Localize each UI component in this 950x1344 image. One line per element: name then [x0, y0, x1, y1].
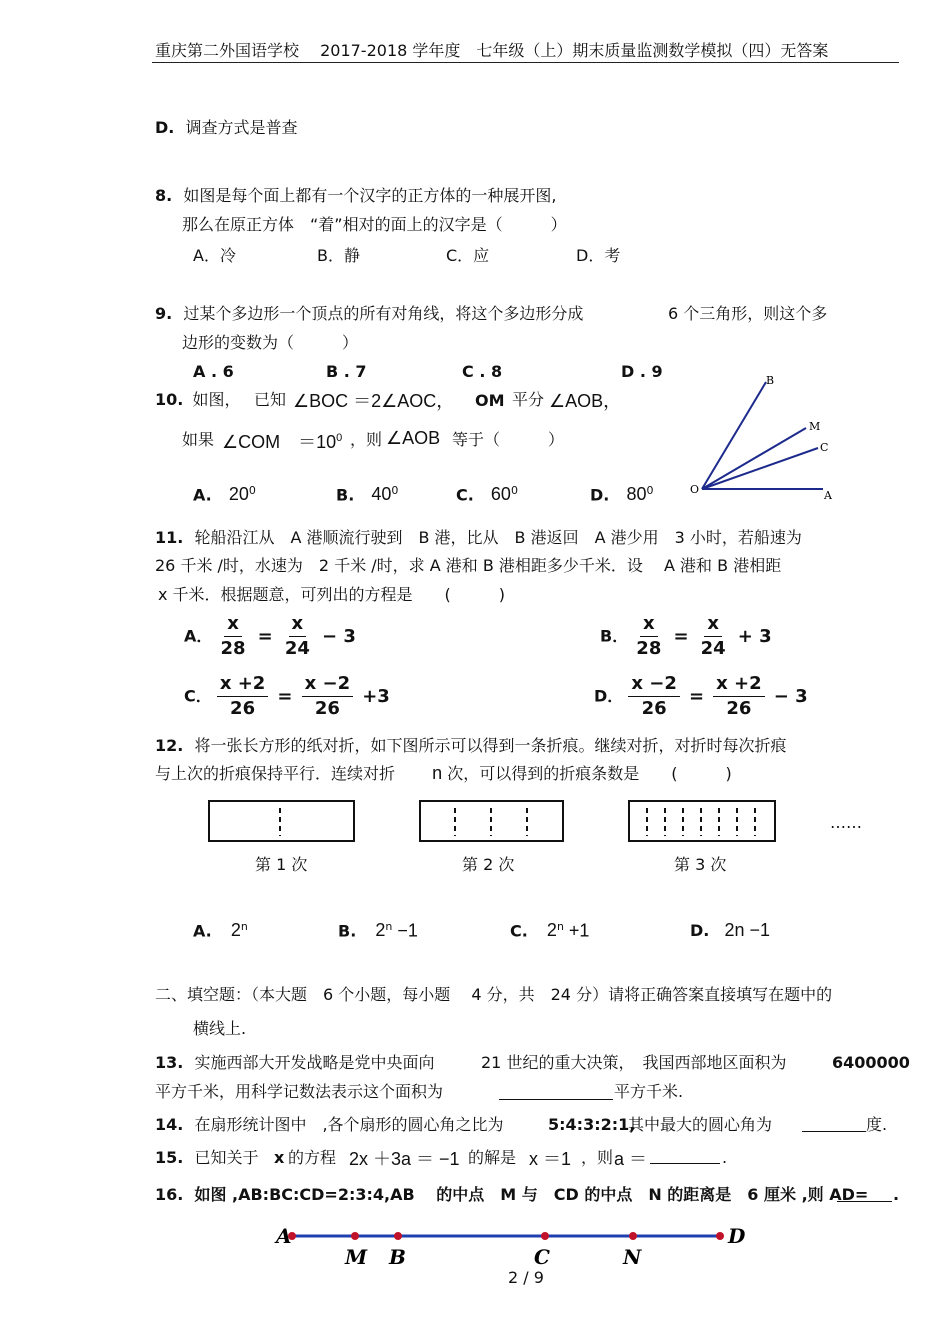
equals-sign: =	[257, 626, 273, 647]
q13-area: 6400000	[832, 1053, 910, 1072]
fraction-1	[628, 672, 679, 721]
q15-text2: 的方程	[288, 1148, 337, 1167]
q8-option-c: C．应	[446, 246, 490, 265]
denominator: 26	[314, 698, 340, 719]
q10-line2-mid: ，则	[350, 430, 383, 449]
label-o: O	[690, 483, 700, 496]
q15-line	[155, 1148, 258, 1168]
q10-option-d	[590, 484, 653, 505]
option-tail: −1	[392, 920, 418, 941]
point-c	[541, 1232, 549, 1240]
label-c: C	[820, 441, 829, 454]
question-number: 15.	[155, 1148, 184, 1167]
answer-blank[interactable]	[837, 1201, 892, 1202]
question-text: 次，可以得到的折痕条数是 ( )	[447, 764, 732, 783]
question-number: 16.	[155, 1185, 184, 1204]
q8-option-d: D．考	[576, 246, 621, 265]
option-base: 2	[230, 920, 241, 941]
crease-line	[279, 808, 281, 836]
option-exponent: n	[385, 920, 393, 933]
q16-line	[155, 1185, 868, 1205]
crease-line	[646, 808, 648, 836]
label-b: B	[389, 1245, 406, 1269]
q10-option-a	[193, 484, 256, 505]
option-value: 20	[228, 484, 249, 505]
crease-line	[754, 808, 756, 836]
fold-diagram-2	[419, 800, 564, 842]
q11-option-c	[184, 672, 394, 721]
variable-n: n	[432, 763, 443, 783]
question-text: 与上次的折痕保持平行．连续对折	[155, 764, 396, 783]
q10-line1	[155, 390, 240, 410]
question-number: 14.	[155, 1115, 184, 1134]
crease-line	[718, 808, 720, 836]
q9-option-b: B . 7	[326, 362, 367, 381]
numerator: x	[289, 612, 307, 637]
q15-text3: 的解是	[468, 1148, 517, 1167]
q11-line3: x 千米．根据题意，可列出的方程是 ( )	[158, 585, 506, 604]
q11-line1	[155, 528, 802, 548]
fold-caption-3: 第 3 次	[674, 855, 727, 874]
fold-caption-2: 第 2 次	[462, 855, 515, 874]
q12-option-d	[690, 920, 770, 941]
denominator: 26	[230, 698, 256, 719]
numerator: x +2	[713, 672, 764, 697]
numerator: x +2	[217, 672, 268, 697]
label-d: D	[728, 1224, 746, 1248]
degree-mark: 0	[336, 432, 343, 444]
option-base: 2	[546, 920, 557, 941]
option-letter: D.	[155, 118, 175, 137]
page-number: 2 / 9	[508, 1268, 544, 1287]
q11-option-d	[594, 672, 812, 721]
option-base: 2	[375, 920, 386, 941]
numerator: x −2	[628, 672, 679, 697]
label-m: M	[809, 420, 821, 433]
q14-unit: 度.	[866, 1115, 888, 1134]
answer-blank[interactable]	[650, 1163, 720, 1164]
equals-sign: =	[673, 626, 689, 647]
q10-condition: ∠BOC ＝2∠AOC，	[293, 391, 455, 411]
question-number: 9.	[155, 304, 173, 323]
question-number: 13.	[155, 1053, 184, 1072]
q12-line1	[155, 736, 786, 756]
q10-line2-pre: 如果	[182, 430, 215, 449]
constant-term: + 3	[737, 626, 772, 647]
label-b: B	[766, 374, 775, 387]
denominator: 28	[636, 638, 662, 659]
option-letter: C．	[184, 686, 212, 706]
option-letter: B.	[336, 485, 355, 505]
label-c: C	[534, 1245, 550, 1269]
fold-caption-1: 第 1 次	[255, 855, 308, 874]
question-number: 10.	[155, 390, 184, 409]
q10-bisect: 平分	[512, 390, 545, 409]
q8-option-b: B．静	[317, 246, 360, 265]
question-text: 将一张长方形的纸对折，如下图所示可以得到一条折痕。继续对折，对折时每次折痕	[194, 736, 787, 755]
option-exponent: n	[240, 920, 248, 933]
label-n: N	[623, 1245, 642, 1269]
degree-mark: 0	[391, 484, 399, 497]
option-letter: D.	[590, 485, 610, 505]
q11-option-b	[600, 612, 776, 661]
q10-line2-end: 等于（ ）	[452, 430, 565, 449]
point-n	[629, 1232, 637, 1240]
section2-heading: 二、填空题：（本大题 6 个小题，每小题 4 分，共 24 分）请将正确答案直接填写在题中的	[155, 985, 833, 1004]
point-b	[394, 1232, 402, 1240]
q13-line1-mid: 21 世纪的重大决策， 我国西部地区面积为	[481, 1053, 787, 1072]
denominator: 24	[700, 638, 726, 659]
answer-blank[interactable]	[499, 1099, 613, 1100]
crease-line	[526, 808, 528, 836]
question-number: 8.	[155, 186, 173, 205]
fold-ellipsis: ……	[830, 813, 862, 832]
option-letter: B．	[600, 626, 629, 646]
question-text: 如图是每个面上都有一个汉字的正方体的一种展开图,	[183, 186, 557, 205]
point-d	[716, 1232, 724, 1240]
option-value: 80	[626, 484, 647, 505]
option-letter: D.	[690, 921, 710, 940]
constant-term: − 3	[321, 626, 356, 647]
q15-solution: x ＝1	[529, 1149, 572, 1169]
option-letter: D．	[594, 686, 624, 706]
q8-option-a: A．冷	[193, 246, 236, 265]
question-text: 轮船沿江从 A 港顺流行驶到 B 港，比从 B 港返回 A 港少用 3 小时，若船速为	[194, 528, 802, 547]
label-m: M	[345, 1245, 368, 1269]
fraction-1	[633, 612, 664, 661]
fraction-2	[302, 672, 353, 721]
numerator: x	[640, 612, 658, 637]
question-number: 11.	[155, 528, 184, 547]
fraction-1	[217, 612, 248, 661]
question-text: 如图 ,AB:BC:CD=2:3:4,AB 的中点 M 与 CD 的中点 N 的距离是 6 厘米 ,则 AD=	[194, 1185, 869, 1204]
q10-com	[222, 428, 342, 454]
point-m	[351, 1232, 359, 1240]
crease-line	[682, 808, 684, 836]
constant-term: +3	[362, 686, 390, 707]
fraction-2	[698, 612, 729, 661]
option-value: 40	[371, 484, 392, 505]
numerator: x	[704, 612, 722, 637]
q12-option-a	[193, 920, 248, 941]
crease-line	[664, 808, 666, 836]
q9-line1	[155, 304, 583, 324]
q13-line2: 平方千米，用科学记数法表示这个面积为	[155, 1082, 444, 1101]
q9-option-d: D . 9	[621, 362, 663, 381]
section2-heading-cont: 横线上.	[193, 1019, 247, 1038]
option-text: 调查方式是普查	[185, 118, 298, 137]
q9-option-a: A . 6	[193, 362, 234, 381]
q11-option-a	[184, 612, 360, 661]
segment-figure	[268, 1220, 758, 1270]
label-a: A	[276, 1224, 292, 1248]
degree-mark: 0	[510, 484, 518, 497]
numerator: x	[224, 612, 242, 637]
q7-option-d	[155, 118, 297, 138]
q13-line1	[155, 1053, 434, 1073]
equals-sign: =	[688, 686, 705, 707]
option-letter: A.	[193, 921, 212, 941]
angle-figure	[680, 366, 840, 506]
option-exponent: n	[556, 920, 564, 933]
q10-aob: ∠AOB，	[549, 391, 622, 411]
option-letter: C.	[456, 485, 474, 505]
fraction-2	[282, 612, 313, 661]
option-letter: B.	[338, 921, 357, 941]
constant-term: − 3	[773, 686, 808, 707]
q14-ratio: 5:4:3:2:1,	[548, 1115, 636, 1134]
q15-a: a ＝	[614, 1149, 648, 1169]
crease-line	[454, 808, 456, 836]
option-value: 60	[490, 484, 511, 505]
q16-end: .	[893, 1185, 900, 1204]
q8-line2: 那么在原正方体 “着”相对的面上的汉字是（ ）	[182, 215, 567, 234]
q15-end: .	[722, 1148, 728, 1167]
q13-unit: 平方千米.	[614, 1082, 684, 1101]
fold-diagram-3	[628, 800, 776, 842]
option-letter: C.	[510, 921, 528, 941]
q9-line2: 边形的变数为（ ）	[182, 333, 359, 352]
q9-option-c: C . 8	[462, 362, 503, 381]
label-a: A	[824, 489, 832, 502]
question-number: 12.	[155, 736, 184, 755]
crease-line	[490, 808, 492, 836]
q15-text4: ，则	[581, 1148, 614, 1167]
q12-line2	[155, 763, 732, 784]
q8-line1	[155, 186, 556, 206]
fold-diagram-1	[208, 800, 355, 842]
option-base: 2n −1	[724, 920, 770, 940]
question-text: 如图，	[192, 390, 241, 409]
question-text: 已知关于	[194, 1148, 259, 1167]
numerator: x −2	[302, 672, 353, 697]
ray-ob	[702, 382, 766, 489]
q10-com-expr: ∠COM ＝10	[222, 432, 337, 452]
q10-ask: ∠AOB	[386, 428, 441, 448]
equals-sign: =	[277, 686, 293, 707]
denominator: 26	[641, 698, 667, 719]
q12-option-b	[338, 920, 418, 941]
question-text: 过某个多边形一个顶点的所有对角线，将这个多边形分成	[183, 304, 584, 323]
crease-line	[700, 808, 702, 836]
q14-line	[155, 1115, 504, 1135]
denominator: 28	[220, 638, 246, 659]
header-rule	[152, 62, 899, 63]
q15-equation: 2x ＋3a ＝ −1	[349, 1149, 460, 1169]
q9-line1-tail: 6 个三角形，则这个多	[668, 304, 828, 323]
page-header: 重庆第二外国语学校 2017-2018 学年度 七年级（上）期末质量监测数学模拟（四）无答案	[155, 41, 829, 60]
q10-option-b	[336, 484, 398, 505]
option-letter: A．	[184, 626, 213, 646]
q12-option-c	[510, 920, 589, 941]
q14-text2: 其中最大的圆心角为	[628, 1115, 773, 1134]
question-text: 实施西部大开发战略是党中央面向	[194, 1053, 435, 1072]
option-letter: A.	[193, 485, 212, 505]
q10-known: 已知	[254, 390, 287, 409]
fraction-2	[713, 672, 764, 721]
question-text: 在扇形统计图中 ,各个扇形的圆心角之比为	[194, 1115, 504, 1134]
degree-mark: 0	[646, 484, 654, 497]
q15-x: x	[274, 1148, 285, 1167]
denominator: 26	[726, 698, 752, 719]
answer-blank[interactable]	[802, 1131, 866, 1132]
crease-line	[736, 808, 738, 836]
fraction-1	[217, 672, 268, 721]
degree-mark: 0	[248, 484, 256, 497]
q11-line2: 26 千米 /时，水速为 2 千米 /时，求 A 港和 B 港相距多少千米．设 A 港和 B 港相距	[155, 556, 782, 575]
option-tail: +1	[563, 920, 590, 941]
q10-option-c	[456, 484, 518, 505]
q10-om: OM	[475, 391, 505, 410]
denominator: 24	[284, 638, 310, 659]
